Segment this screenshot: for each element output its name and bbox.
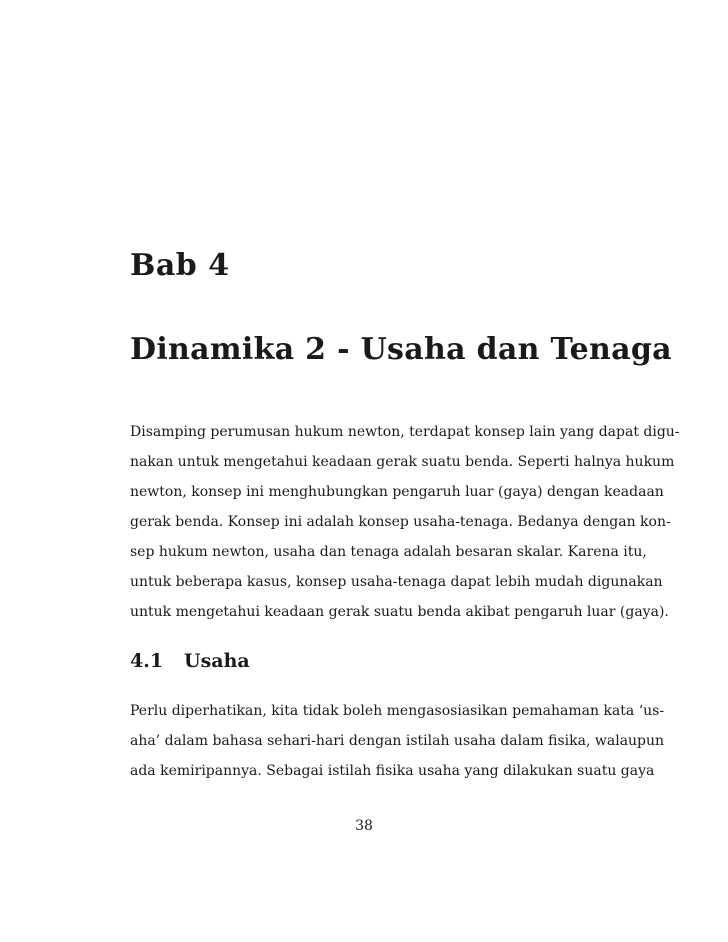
section-title: Usaha: [184, 650, 250, 672]
section-paragraph: [130, 696, 665, 786]
page-number: 38: [355, 818, 373, 834]
paragraph-line: newton, konsep ini menghubungkan pengaruh luar (gaya) dengan keadaan: [130, 484, 664, 500]
paragraph-line: ada kemiripannya. Sebagai istilah fisika usaha yang dilakukan suatu gaya: [130, 763, 655, 779]
paragraph-line: untuk beberapa kasus, konsep usaha-tenaga dapat lebih mudah digunakan: [130, 574, 663, 590]
paragraph-line: sep hukum newton, usaha dan tenaga adalah besaran skalar. Karena itu,: [130, 544, 647, 560]
chapter-number: Bab 4: [130, 248, 230, 283]
paragraph-line: untuk mengetahui keadaan gerak suatu benda akibat pengaruh luar (gaya).: [130, 604, 669, 620]
paragraph-line: gerak benda. Konsep ini adalah konsep usaha-tenaga. Bedanya dengan kon-: [130, 514, 671, 530]
section-heading: [130, 650, 250, 672]
section-number: 4.1: [130, 650, 164, 672]
chapter-title: Dinamika 2 - Usaha dan Tenaga: [130, 332, 672, 367]
intro-paragraph: [130, 417, 680, 627]
paragraph-line: Disamping perumusan hukum newton, terdapat konsep lain yang dapat digu-: [130, 424, 680, 440]
paragraph-line: aha’ dalam bahasa sehari-hari dengan istilah usaha dalam fisika, walaupun: [130, 733, 665, 749]
paragraph-line: nakan untuk mengetahui keadaan gerak suatu benda. Seperti halnya hukum: [130, 454, 675, 470]
paragraph-line: Perlu diperhatikan, kita tidak boleh mengasosiasikan pemahaman kata ‘us-: [130, 703, 665, 719]
